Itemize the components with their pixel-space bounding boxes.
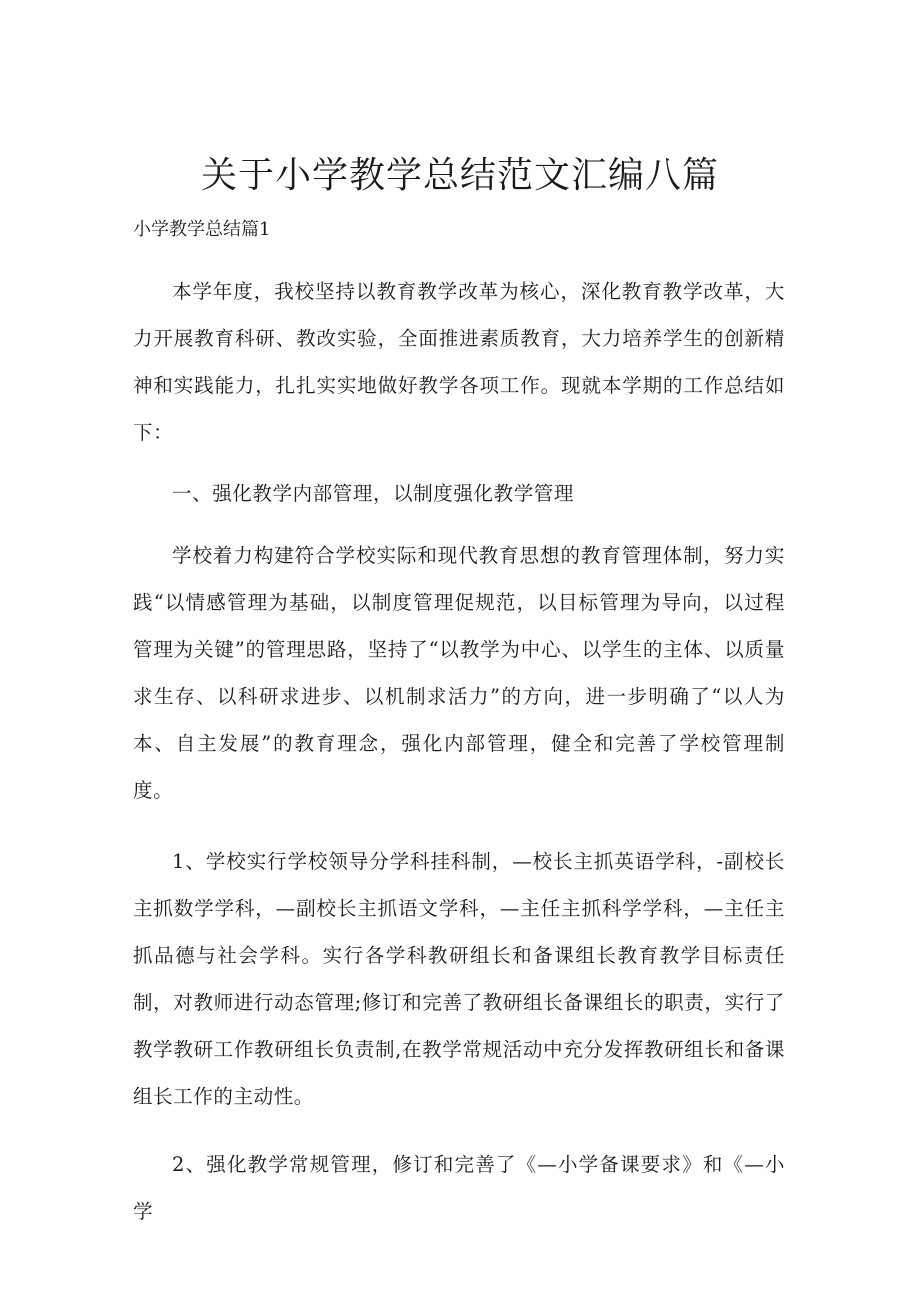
paragraph-heading-one: 一、强化教学内部管理，以制度强化教学管理	[172, 482, 575, 505]
paragraph-item-2: 2、强化教学常规管理，修订和完善了《—小学备课要求》和《—小学	[133, 1153, 785, 1223]
section-heading: 小学教学总结篇1	[133, 219, 271, 240]
document-title: 关于小学教学总结范文汇编八篇	[200, 155, 719, 196]
paragraph-item-1: 1、学校实行学校领导分学科挂科制，—校长主抓英语学科，-副校长主抓数学学科，—副校长主抓语文学科，—主任主抓科学学科，—主任主抓品德与社会学科。实行各学科教研组长和备课组长教育教学目标责任制，对教师进行动态管理;修订和完善了教研组长备课组长的职责，实行了教学教研工作教研组长负责制,在教学常规活动中充分发挥教研组长和备课组长工作的主动性。	[133, 850, 785, 1108]
paragraph-intro: 本学年度，我校坚持以教育教学改革为核心，深化教育教学改革，大力开展教育科研、教改实验，全面推进素质教育，大力培养学生的创新精神和实践能力，扎扎实实地做好教学各项工作。现就本学期的工作总结如下：	[133, 280, 785, 444]
paragraph-management-system: 学校着力构建符合学校实际和现代教育思想的教育管理体制，努力实践“以情感管理为基础，以制度管理促规范，以目标管理为导向，以过程管理为关键”的管理思路，坚持了“以教学为中心、以学生的主体、以质量求生存、以科研求进步、以机制求活力”的方向，进一步明确了“以人为本、自主发展”的教育理念，强化内部管理，健全和完善了学校管理制度。	[133, 544, 785, 802]
